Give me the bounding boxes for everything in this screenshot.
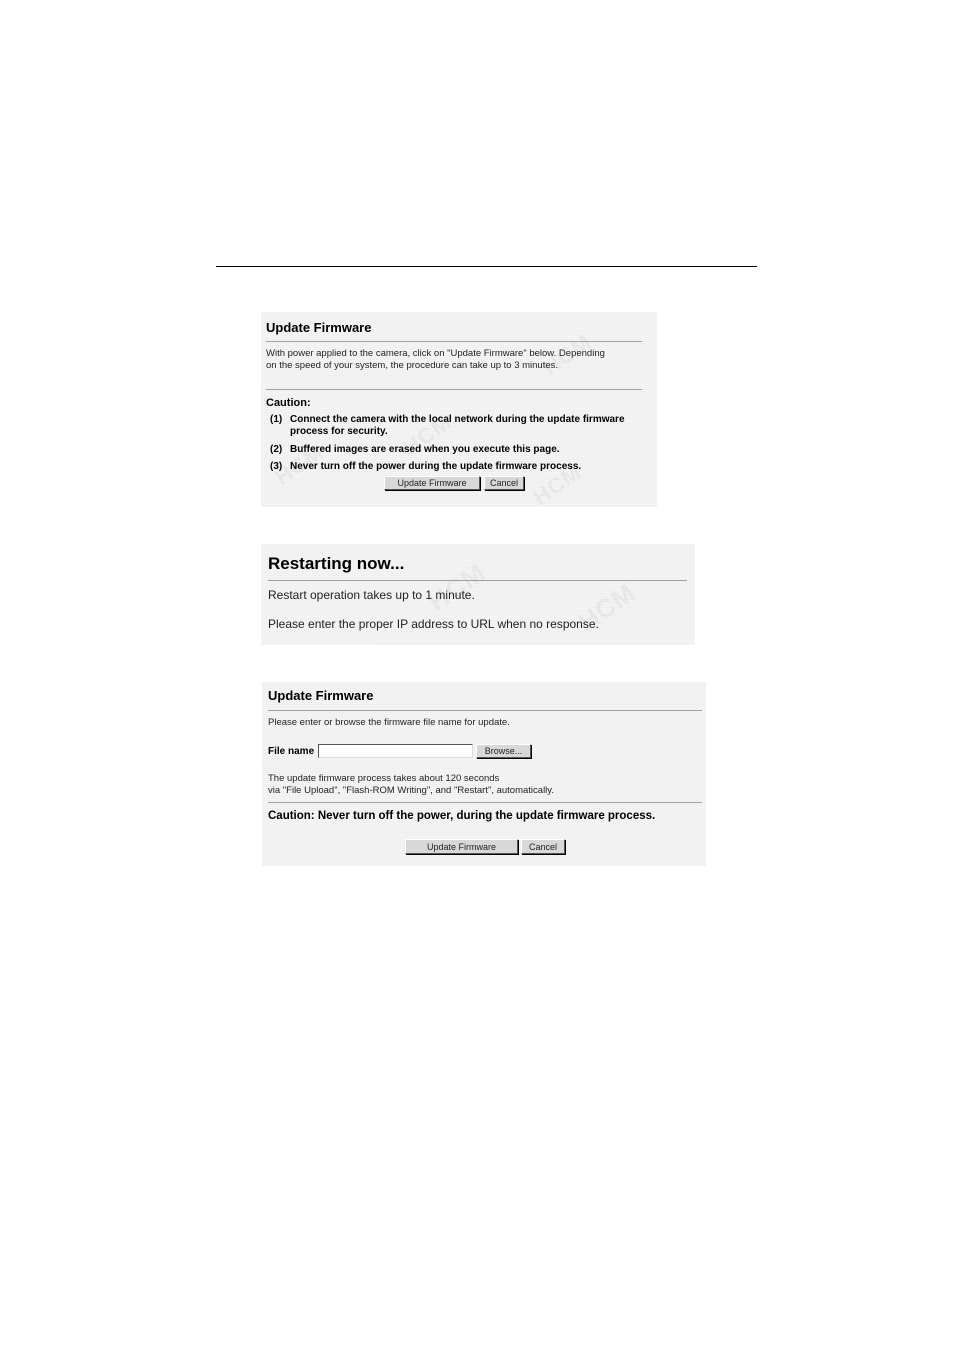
update-firmware-confirm-panel: Update Firmware With power applied to the camera, click on "Update Firmware" below. Depending on the speed of your system, the procedure can take up to 3 minutes. Caution: (1) Connect the camera with the local network during the update firmware process for security. (2) Buffered images are erased when you execute this page. (3) Never turn off the power during the update firmware process. Update Firmware Cancel <box>261 312 657 507</box>
process-steps-text: via "File Upload", "Flash-ROM Writing", and "Restart", automatically. <box>268 785 554 796</box>
browse-button[interactable]: Browse... <box>476 744 531 758</box>
process-time-text: The update firmware process takes about 120 seconds <box>268 773 500 784</box>
title-divider <box>266 341 642 342</box>
update-firmware-upload-panel <box>262 682 706 866</box>
update-firmware-button[interactable]: Update Firmware <box>384 476 480 490</box>
file-name-input[interactable] <box>318 744 473 758</box>
cancel-button[interactable]: Cancel <box>484 476 524 490</box>
instruction-text: Please enter or browse the firmware file name for update. <box>268 717 510 728</box>
section-divider <box>268 802 702 803</box>
restart-info-text: Restart operation takes up to 1 minute. <box>268 588 475 602</box>
panel-title: Update Firmware <box>266 320 372 335</box>
update-firmware-button[interactable]: Update Firmware <box>405 839 518 854</box>
cancel-button[interactable]: Cancel <box>521 839 565 854</box>
caution-heading: Caution: <box>266 397 311 409</box>
page-top-rule <box>216 266 757 267</box>
intro-text-line1: With power applied to the camera, click on "Update Firmware" below. Depending <box>266 348 605 359</box>
title-divider <box>268 710 702 711</box>
restarting-title: Restarting now... <box>268 554 405 573</box>
title-divider <box>268 580 687 581</box>
intro-text-line2: on the speed of your system, the procedure can take up to 3 minutes. <box>266 360 559 371</box>
caution-text: Caution: Never turn off the power, during the update firmware process. <box>268 810 656 822</box>
no-response-hint-text: Please enter the proper IP address to URL when no response. <box>268 617 599 631</box>
panel-title: Update Firmware <box>268 688 374 703</box>
restarting-panel <box>261 544 695 645</box>
file-name-label: File name <box>268 746 315 757</box>
section-divider <box>266 389 642 390</box>
